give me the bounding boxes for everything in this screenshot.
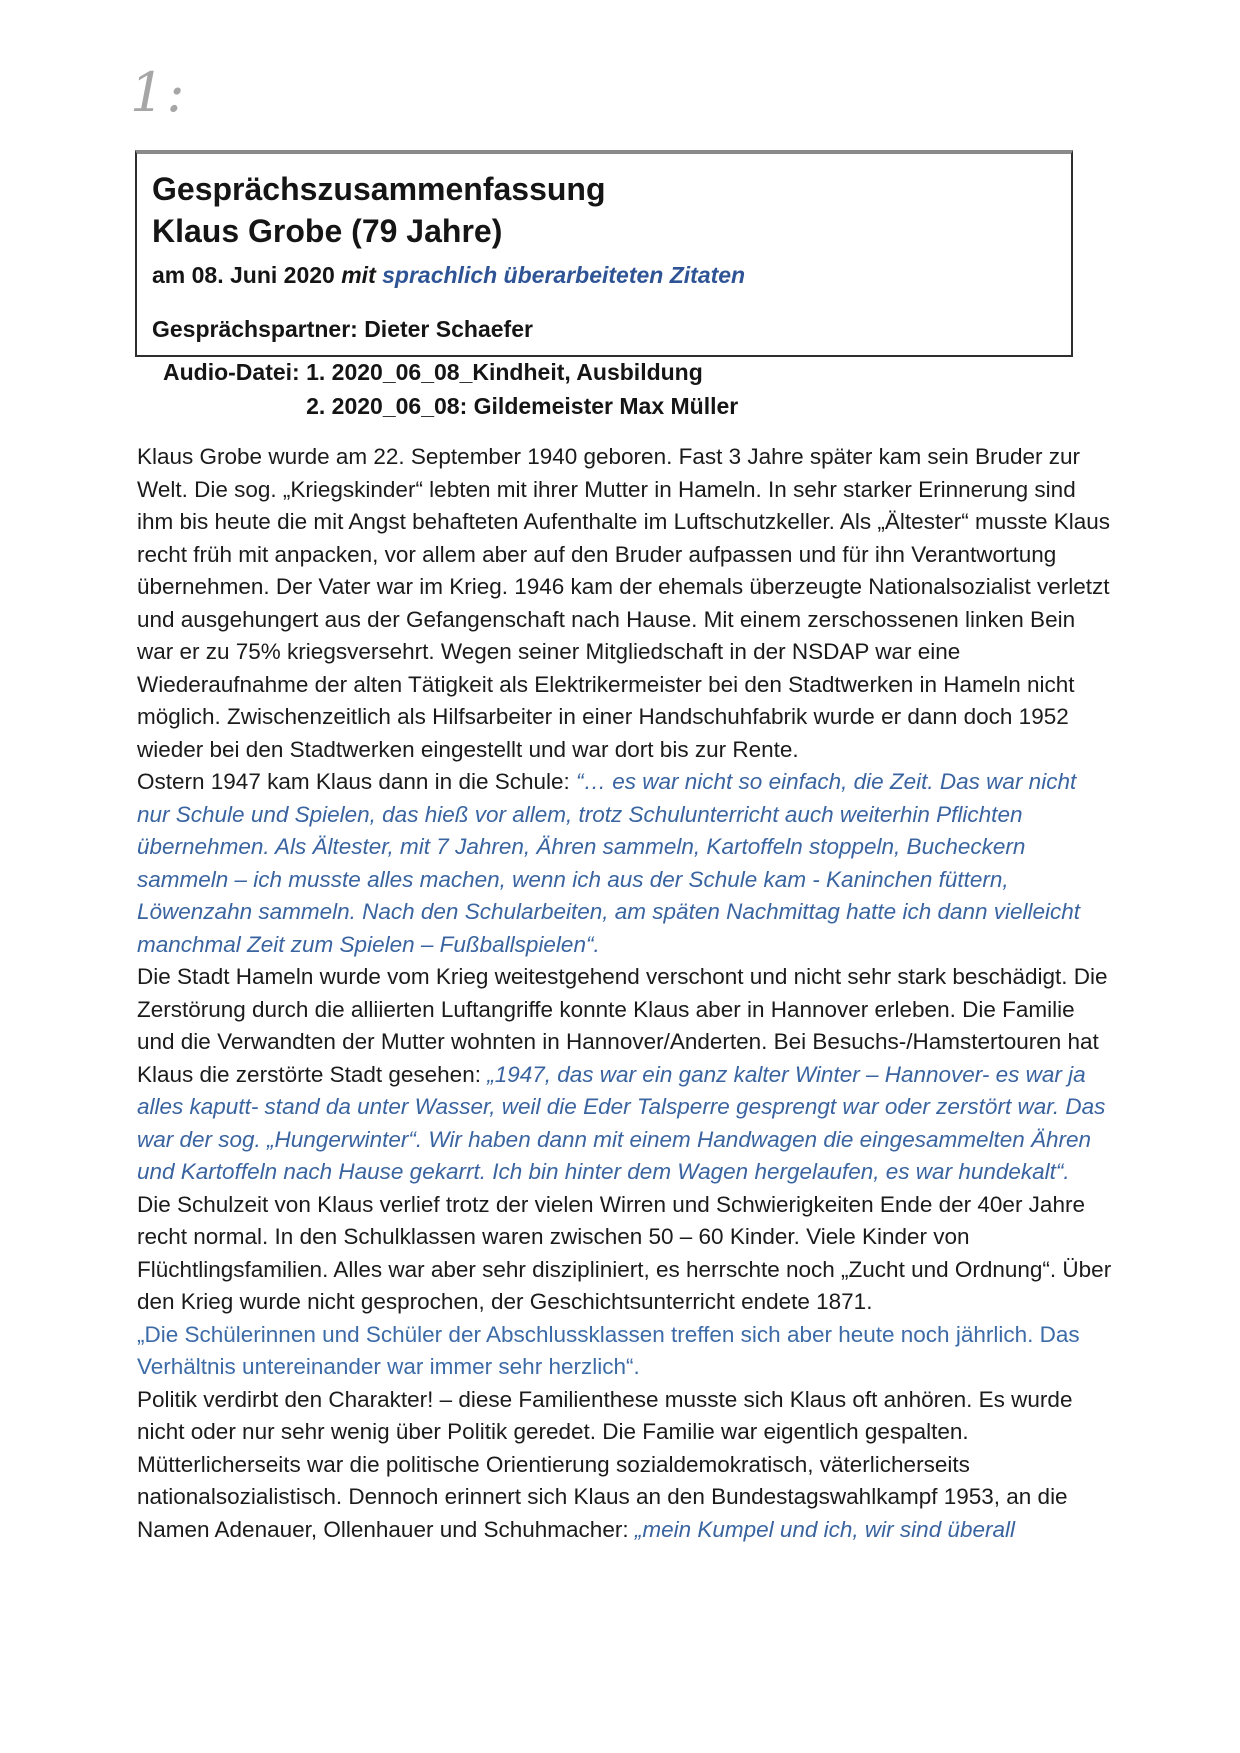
body-paragraph [137,1384,1112,1547]
document-title-line2: Klaus Grobe (79 Jahre) [152,213,503,249]
quote-text: „Die Schülerinnen und Schüler der Abschlussklassen treffen sich aber heute noch jährlich. Das Verhältnis untereinander war immer sehr herzlich“. [137,1321,1080,1379]
audio-file-item-1: 1. 2020_06_08_Kindheit, Ausbildung [306,359,703,385]
date-line [152,260,1055,290]
page-number-label: 1: [130,61,187,124]
header-box [135,150,1073,357]
body-text [137,441,1112,1546]
audio-file-item-2: 2. 2020_06_08: Gildemeister Max Müller [306,393,739,419]
audio-file-list [306,355,738,423]
body-paragraph [137,441,1112,766]
audio-file-label: Audio-Datei: [163,359,307,385]
body-paragraph [137,766,1112,961]
quote-text: „mein Kumpel und ich, wir sind überall [634,1516,1015,1542]
interview-partner-line: Gesprächspartner: Dieter Schaefer [152,316,533,342]
body-paragraph [137,961,1112,1189]
paragraph-text: Die Stadt Hameln wurde vom Krieg weitestgehend verschont und nicht sehr stark beschädigt. Die Zerstörung durch die alliierten Luftangriffe konnte Klaus aber in Hannover erleben. Die Familie und die Verwandten der Mutter wohnten in Hannover/Anderten. Bei Besuchs-/Hamstertouren hat Klaus die zerstörte Stadt gesehen: [137,964,1108,1087]
body-paragraph [137,1319,1112,1384]
date-quote-note: sprachlich überarbeiteten Zitaten [382,262,746,288]
quote-text: „1947, das war ein ganz kalter Winter – Hannover- es war ja alles kaputt- stand da unter Wasser, weil die Eder Talsperre gesprengt war oder zerstört war. Das war der sog. „Hungerwinter“. Wir haben dann mit einem Handwagen die eingesammelten Ähren und Kartoffeln nach Hause gekarrt. Ich bin hinter dem Wagen hergelaufen, es war hundekalt“. [137,1061,1106,1184]
date-prefix: am 08. Juni 2020 [152,262,342,288]
quote-text: “… es war nicht so einfach, die Zeit. Das war nicht nur Schule und Spielen, das hieß vor allem, trotz Schulunterricht auch weiterhin Pflichten übernehmen. Als Ältester, mit 7 Jahren, Ähren sammeln, Kartoffeln stoppeln, Bucheckern sammeln – ich musste alles machen, wenn ich aus der Schule kam - Kaninchen füttern, Löwenzahn sammeln. Nach den Schularbeiten, am späten Nachmittag hatte ich dann vielleicht manchmal Zeit zum Spielen – Fußballspielen“. [137,769,1081,957]
paragraph-text: Klaus Grobe wurde am 22. September 1940 geboren. Fast 3 Jahre später kam sein Bruder zur Welt. Die sog. „Kriegskinder“ lebten mit ihrer Mutter in Hameln. In sehr starker Erinnerung sind ihm bis heute die mit Angst behafteten Aufenthalte im Luftschutzkeller. Als „Ältester“ musste Klaus recht früh mit anpacken, vor allem aber auf den Bruder aufpassen und für ihn Verantwortung übernehmen. Der Vater war im Krieg. 1946 kam der ehemals überzeugte Nationalsozialist verletzt und ausgehungert aus der Gefangenschaft nach Hause. Mit einem zerschossenen linken Bein war er zu 75% kriegsversehrt. Wegen seiner Mitgliedschaft in der NSDAP war eine Wiederaufnahme der alten Tätigkeit als Elektrikermeister bei den Stadtwerken in Hameln nicht möglich. Zwischenzeitlich als Hilfsarbeiter in einer Handschuhfabrik wurde er dann doch 1952 wieder bei den Stadtwerken eingestellt und war dort bis zur Rente. [137,444,1111,762]
body-paragraph [137,1189,1112,1319]
paragraph-text: Politik verdirbt den Charakter! – diese Familienthese musste sich Klaus oft anhören. Es wurde nicht oder nur sehr wenig über Politik geredet. Die Familie war eigentlich gespalten. Mütterlicherseits war die politische Orientierung sozialdemokratisch, väterlicherseits nationalsozialistisch. Dennoch erinnert sich Klaus an den Bundestagswahlkampf 1953, an die Namen Adenauer, Ollenhauer und Schuhmacher: [137,1386,1073,1542]
paragraph-text: Ostern 1947 kam Klaus dann in die Schule: [137,769,577,794]
paragraph-text: Die Schulzeit von Klaus verlief trotz der vielen Wirren und Schwierigkeiten Ende der 40er Jahre recht normal. In den Schulklassen waren zwischen 50 – 60 Kinder. Viele Kinder von Flüchtlingsfamilien. Alles war aber sehr diszipliniert, es herrschte noch „Zucht und Ordnung“. Über den Krieg wurde nicht gesprochen, der Geschichtsunterricht endete 1871. [137,1191,1112,1314]
date-italic-word: mit [341,262,383,288]
audio-file-block [163,355,738,423]
document-title-line1: Gesprächszusammenfassung [152,171,606,207]
